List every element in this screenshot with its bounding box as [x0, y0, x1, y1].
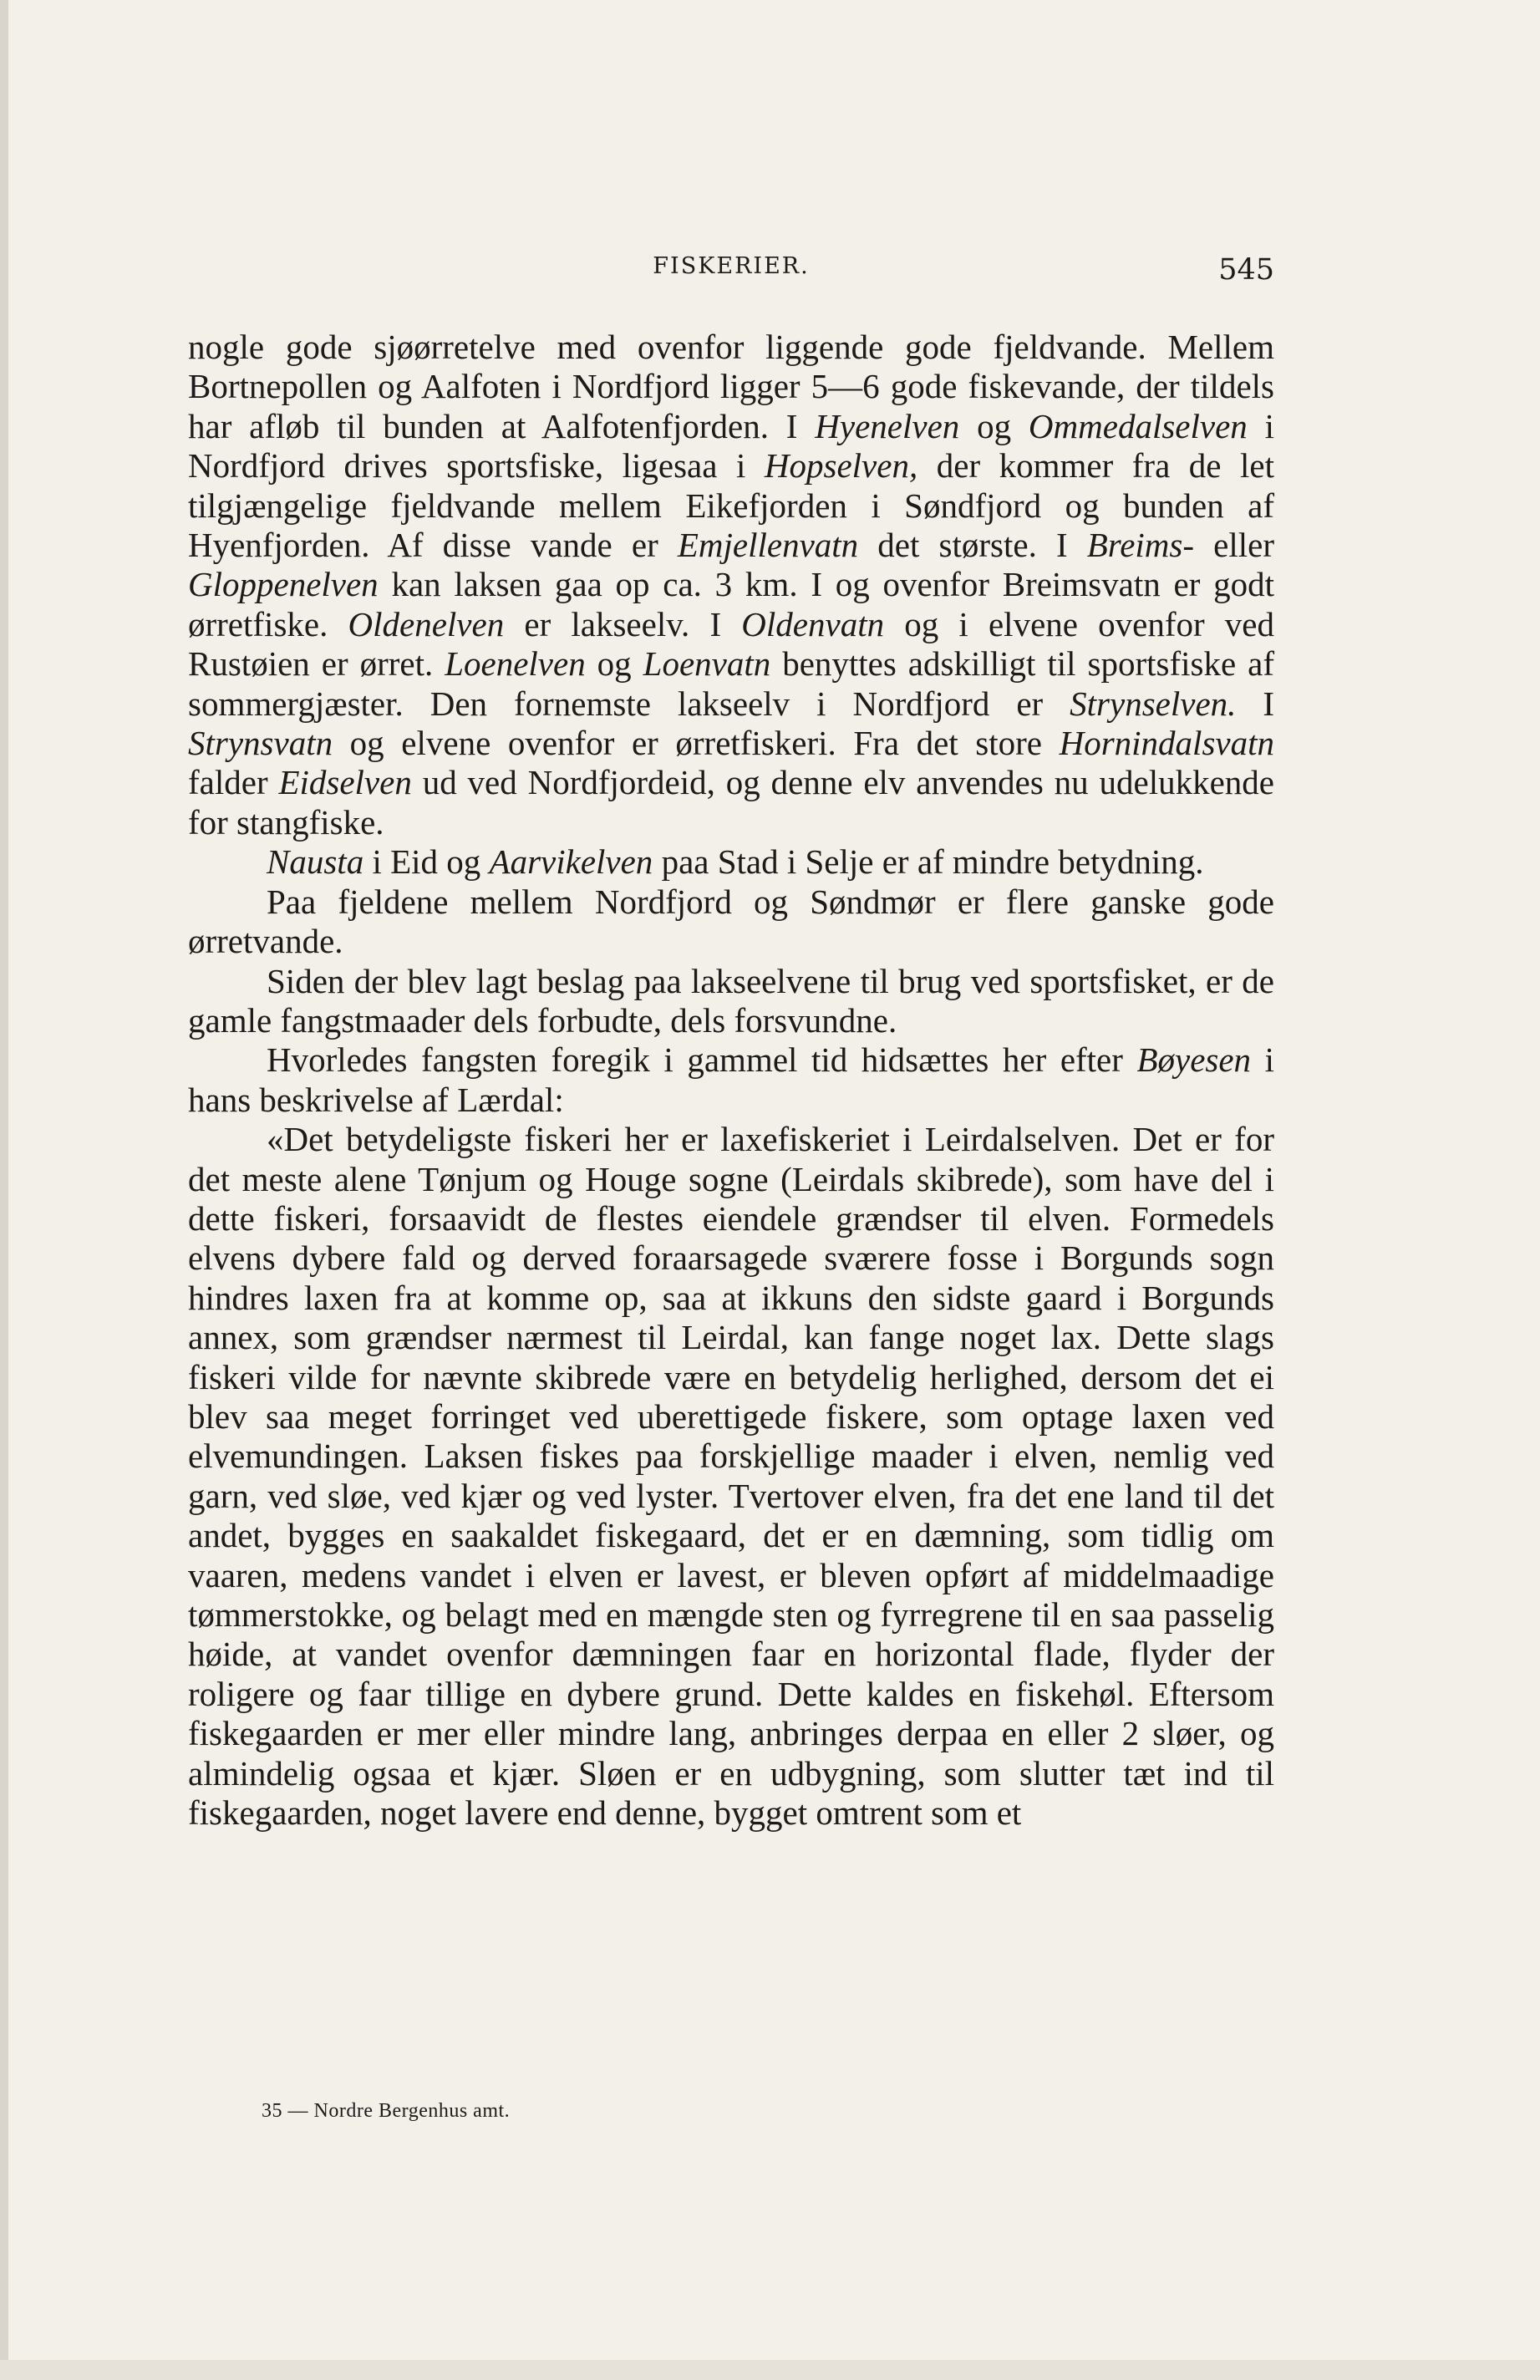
italic-term: Emjellenvatn: [677, 526, 859, 565]
paragraph-p4: [188, 962, 1274, 1041]
text-run: kan laksen gaa op ca. 3 km. I og ovenfor Breimsvatn er godt ørretfiske.: [188, 565, 1274, 643]
body-text: [188, 328, 1274, 1833]
text-run: ud ved Nordfjordeid, og denne elv anvendes nu udelukkende for stangfiske.: [188, 763, 1275, 842]
italic-term: Oldenvatn: [741, 604, 885, 643]
italic-term: Nausta: [267, 842, 364, 882]
text-run: og i elvene ovenfor ved Rustøien er ørret.: [188, 604, 1274, 684]
paragraph-p2: [188, 842, 1274, 882]
running-head: [188, 253, 1274, 290]
paragraph-p1: [188, 328, 1274, 842]
italic-term: Loenvatn: [643, 644, 771, 684]
page-edge-shadow: [0, 0, 8, 2380]
italic-term: Hornindalsvatn: [1059, 724, 1274, 763]
italic-term: Aarvikelven: [489, 842, 653, 882]
italic-term: Gloppenelven: [188, 565, 379, 604]
italic-term: Oldenelven: [348, 604, 505, 643]
italic-term: Loenelven: [445, 644, 586, 684]
running-title: FISKERIER.: [653, 253, 810, 279]
paragraph-p3: [188, 882, 1274, 962]
text-run: Paa fjeldene mellem Nordfjord og Søndmør er flere ganske gode ørretvande.: [188, 882, 1274, 961]
text-run: og: [959, 406, 1029, 445]
page-bottom-edge: [0, 2360, 1540, 2380]
text-run: i Nordfjord drives sportsfiske, ligesaa i: [188, 406, 1274, 486]
text-run: nogle gode sjøørretelve med ovenfor liggende gode fjeldvande. Mellem Bortnepollen og Aalfoten i Nordfjord ligger 5—6 gode fiskevande, der tildels har afløb til bunden at Aalfotenfjorden. I: [188, 328, 1274, 445]
italic-term: Breims-: [1086, 526, 1195, 565]
text-run: det største. I: [858, 526, 1087, 565]
text-run: der kommer fra de let tilgjængelige fjeldvande mellem Eikefjorden i Søndfjord og bunden af Hyenfjorden. Af disse vande er: [188, 446, 1274, 565]
text-run: i hans beskrivelse af Lærdal:: [188, 1040, 1274, 1119]
text-run: «Det betydeligste fiskeri her er laxefiskeriet i Leirdalselven. Det er for det meste alene Tønjum og Houge sogne (Leirdals skibrede), som have del i dette fiskeri, forsaavidt de flestes eiendele grændser til elven. Formedels elvens dybere fald og derved foraarsagede sværere fosse i Borgunds sogn hindres laxen fra at komme op, saa at ikkuns den sidste gaard i Borgunds annex, som grændser nærmest til Leirdal, kan fange noget lax. Dette slags fiskeri vilde for nævnte skibrede være en betydelig herlighed, dersom det ei blev saa meget forringet ved uberettigede fiskere, som optage laxen ved elvemundingen. Laksen fiskes paa forskjellige maader i elven, nemlig ved garn, ved sløe, ved kjær og ved lyster. Tvertover elven, fra det ene land til det andet, bygges en saakaldet fiskegaard, det er en dæmning, som tidlig om vaaren, medens vandet i elven er lavest, er bleven opført af middelmaadige tømmerstokke, og belagt med en mængde sten og fyrregrene til en saa passelig høide, at vandet ovenfor dæmningen faar en horizontal flade, flyder der roligere og faar tillige en dybere grund. Dette kaldes en fiskehøl. Eftersom fiskegaarden er mer eller mindre lang, anbringes derpaa en eller 2 sløer, og almindelig ogsaa et kjær. Sløen er en udbygning, som slutter tæt ind til fiskegaarden, noget lavere end denne, bygget omtrent som et: [188, 1120, 1274, 1833]
text-run: paa Stad i Selje er af mindre betydning.: [653, 842, 1204, 882]
text-run: eller: [1194, 526, 1274, 565]
text-run: Siden der blev lagt beslag paa lakseelvene til brug ved sportsfisket, er de gamle fangstmaader dels forbudte, dels forsvundne.: [188, 961, 1274, 1040]
text-run: og: [585, 644, 643, 684]
signature-mark: 35 — Nordre Bergenhus amt.: [262, 2100, 511, 2122]
text-run: og elvene ovenfor er ørretfiskeri. Fra det store: [333, 724, 1060, 763]
paragraph-p5: [188, 1040, 1274, 1120]
paragraph-p6: [188, 1120, 1274, 1833]
italic-term: Bøyesen: [1136, 1040, 1252, 1080]
text-run: I: [1236, 684, 1274, 723]
page-number: 545: [1218, 253, 1274, 287]
italic-term: Hyenelven: [815, 406, 960, 445]
text-run: i Eid og: [363, 842, 490, 882]
italic-term: Ommedalselven: [1028, 406, 1248, 445]
text-run: falder: [188, 763, 279, 802]
italic-term: Strynselven.: [1070, 684, 1237, 723]
text-run: er lakseelv. I: [504, 604, 742, 643]
text-run: Hvorledes fangsten foregik i gammel tid hidsættes her efter: [267, 1040, 1137, 1080]
italic-term: Eidselven: [278, 763, 412, 802]
text-run: benyttes adskilligt til sportsfiske af sommergjæster. Den fornemste lakseelv i Nordfjord er: [188, 644, 1275, 723]
italic-term: Strynsvatn: [188, 724, 333, 763]
italic-term: Hopselven,: [764, 446, 918, 486]
